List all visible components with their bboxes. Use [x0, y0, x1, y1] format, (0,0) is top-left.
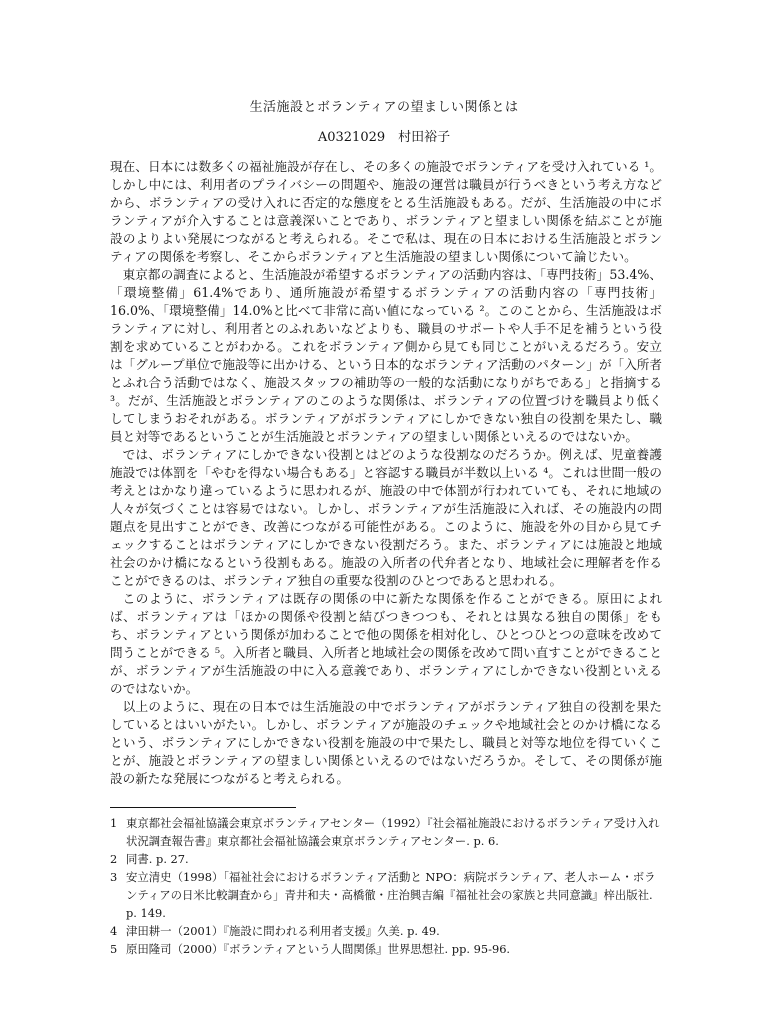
footnote-text: 東京都社会福祉協議会東京ボランティアセンター（1992）『社会福祉施設におけるボランティア受け入れ状況調査報告書』東京都社会福祉協議会東京ボランティアセンター. p. 6. [126, 816, 660, 848]
footnote-text: 同書. p. 27. [126, 852, 189, 866]
footnote-text: 安立清史（1998）「福祉社会におけるボランティア活動と NPO：病院ボランティア、老人ホーム・ボランティアの日米比較調査から」青井和夫・高橋徹・庄治興吉編『福祉社会の家族と共同意識』梓出版社. p. 149. [126, 870, 656, 920]
footnotes [110, 814, 666, 958]
author-line: A0321029 村田裕子 [317, 130, 451, 145]
footnote-item [110, 868, 666, 922]
paragraph-1: 現在、日本には数多くの福祉施設が存在し、その多くの施設でボランティアを受け入れている ¹。しかし中には、利用者のプライバシーの問題や、施設の運営は職員が行うべきという考え方などから、ボランティアの受け入れに否定的な態度をとる生活施設もある。だが、生活施設の中にボランティアが介入することは意義深いことであり、ボランティアと望ましい関係を結ぶことが施設のよりよい発展につながると考えられる。そこで私は、現在の日本における生活施設とボランティアの関係を考察し、そこからボランティアと生活施設の望ましい関係について論じたい。 [110, 159, 662, 264]
paragraph-5: 以上のように、現在の日本では生活施設の中でボランティアがボランティア独自の役割を果たしているとはいいがたい。しかし、ボランティアが施設のチェックや地域社会とのかけ橋になるという、ボランティアにしかできない役割を施設の中で果たし、職員と対等な地位を得ていくことが、施設とボランティアの望ましい関係といえるのではないだろうか。そして、その関係が施設の新たな発展につながると考えられる。 [110, 699, 662, 786]
footnote-item [110, 850, 666, 868]
footnote-divider [110, 807, 296, 808]
footnote-text: 津田耕一（2001）『施設に問われる利用者支援』久美. p. 49. [126, 924, 440, 938]
footnote-item [110, 940, 666, 958]
footnote-item [110, 814, 666, 850]
footnote-item [110, 922, 666, 940]
footnote-number: 2 [110, 852, 118, 866]
footnote-number: 4 [110, 924, 118, 938]
body-text [110, 158, 662, 788]
paragraph-3: では、ボランティアにしかできない役割とはどのような役割なのだろうか。例えば、児童養護施設では体罰を「やむを得ない場合もある」と容認する職員が半数以上いる ⁴。これは世間一般の考えとはかなり違っているように思われるが、施設の中で体罰が行われていても、それに地域の人々が気づくことは容易ではない。しかし、ボランティアが生活施設に入れば、その施設内の問題点を見出すことができ、改善につながる可能性がある。このように、施設を外の目から見てチェックすることはボランティアにしかできない役割だろう。また、ボランティアには施設と地域社会のかけ橋になるという役割もある。施設の入所者の代弁者となり、地域社会に理解者を作ることができるのは、ボランティア独自の重要な役割のひとつであると思われる。 [110, 447, 662, 588]
document-title: 生活施設とボランティアの望ましい関係とは [249, 100, 519, 115]
footnote-text: 原田隆司（2000）『ボランティアという人間関係』世界思想社. pp. 95-96. [126, 942, 511, 956]
paragraph-2: 東京都の調査によると、生活施設が希望するボランティアの活動内容は、「専門技術」53.4%、「環境整備」61.4%であり、通所施設が希望するボランティアの活動内容の「専門技術」16.0%、「環境整備」14.0%と比べて非常に高い値になっている ²。このことから、生活施設はボランティアに対し、利用者とのふれあいなどよりも、職員のサポートや人手不足を補うという役割を求めていることがわかる。これをボランティア側から見ても同じことがいえるだろう。安立は「グループ単位で施設等に出かける、という日本的なボランティア活動のパターン」が「入所者とふれ合う活動ではなく、施設スタッフの補助等の一般的な活動になりがちである」と指摘する ³。だが、生活施設とボランティアのこのような関係は、ボランティアの位置づけを職員より低くしてしまうおそれがある。ボランティアがボランティアにしかできない独自の役割を果たし、職員と対等であるということが生活施設とボランティアの望ましい関係といえるのではないか。 [110, 267, 662, 444]
paragraph-4: このように、ボランティアは既存の関係の中に新たな関係を作ることができる。原田によれば、ボランティアは「ほかの関係や役割と結びつきつつも、それとは異なる独自の関係」をもち、ボランティアという関係が加わることで他の関係を相対化し、ひとつひとつの意味を改めて問うことができる ⁵。入所者と職員、入所者と地域社会の関係を改めて問い直すことができることが、ボランティアが生活施設の中に入る意義であり、ボランティアにしかできない役割といえるのではないか。 [110, 591, 662, 696]
footnote-number: 5 [110, 942, 118, 956]
footnote-number: 1 [110, 816, 118, 830]
footnote-number: 3 [110, 870, 118, 884]
